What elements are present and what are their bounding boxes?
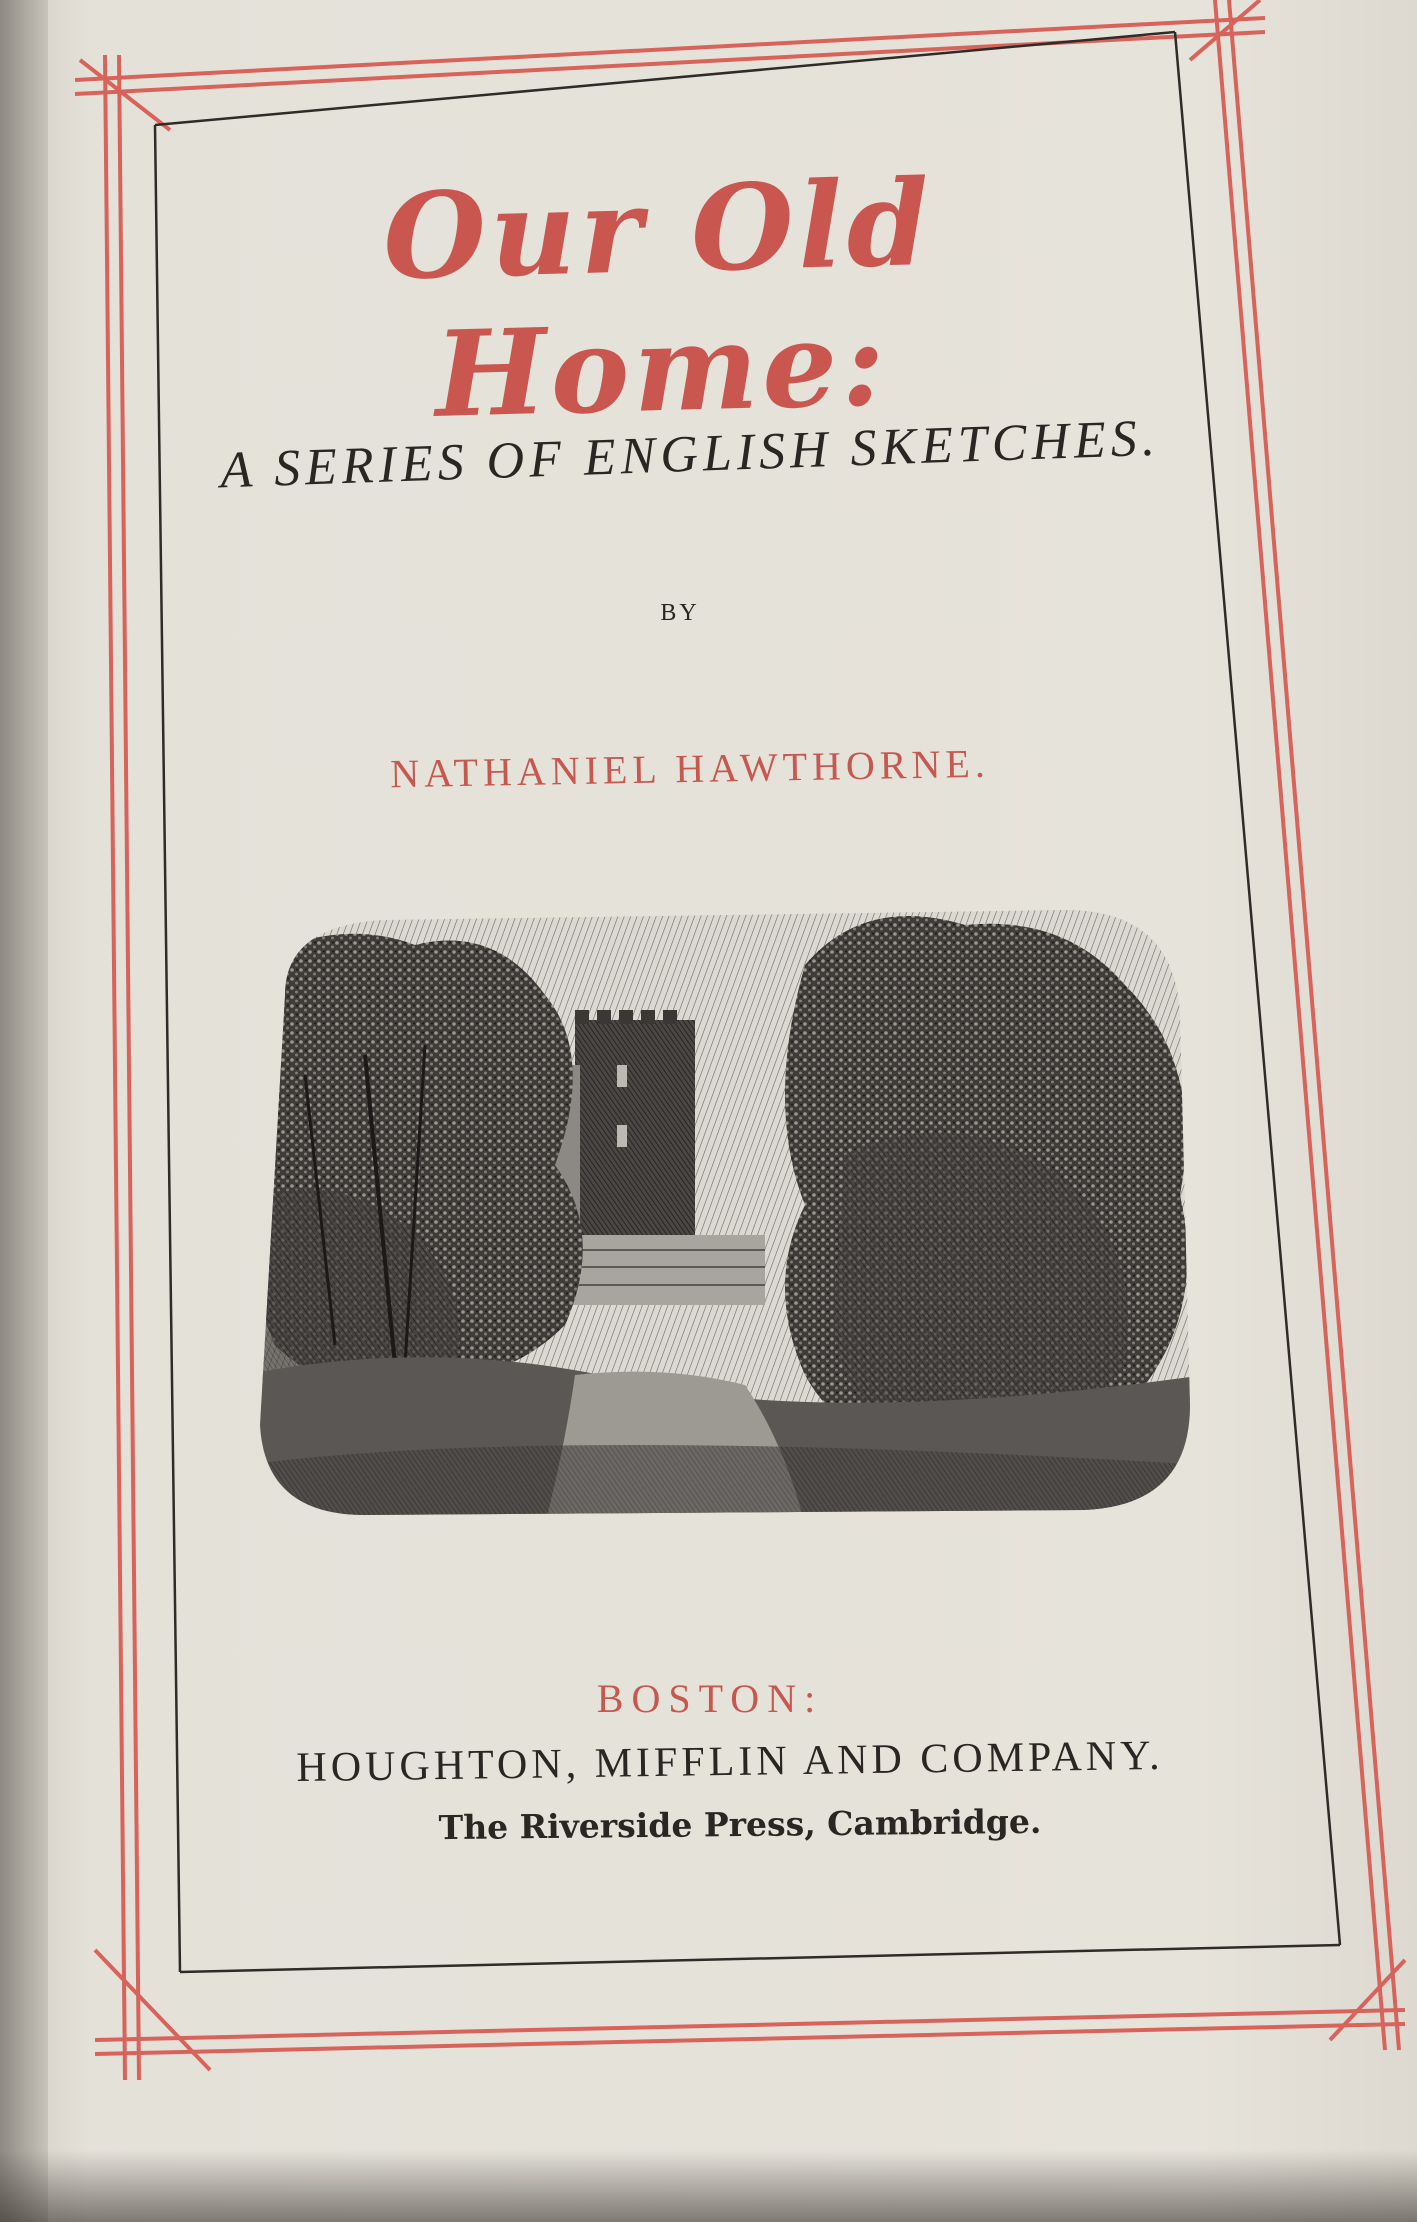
byline: BY — [660, 600, 700, 626]
author-name: NATHANIEL HAWTHORNE. — [389, 740, 991, 797]
castle-engraving — [245, 905, 1205, 1525]
press-imprint: The Riverside Press, Cambridge. — [438, 1801, 1042, 1848]
bottom-shadow — [0, 2150, 1417, 2222]
book-title: Our Old Home: — [381, 152, 935, 444]
book-subtitle: A SERIES OF ENGLISH SKETCHES. — [219, 409, 1161, 500]
publisher-city: BOSTON: — [596, 1676, 824, 1721]
publisher-name: HOUGHTON, MIFFLIN AND COMPANY. — [296, 1732, 1164, 1792]
